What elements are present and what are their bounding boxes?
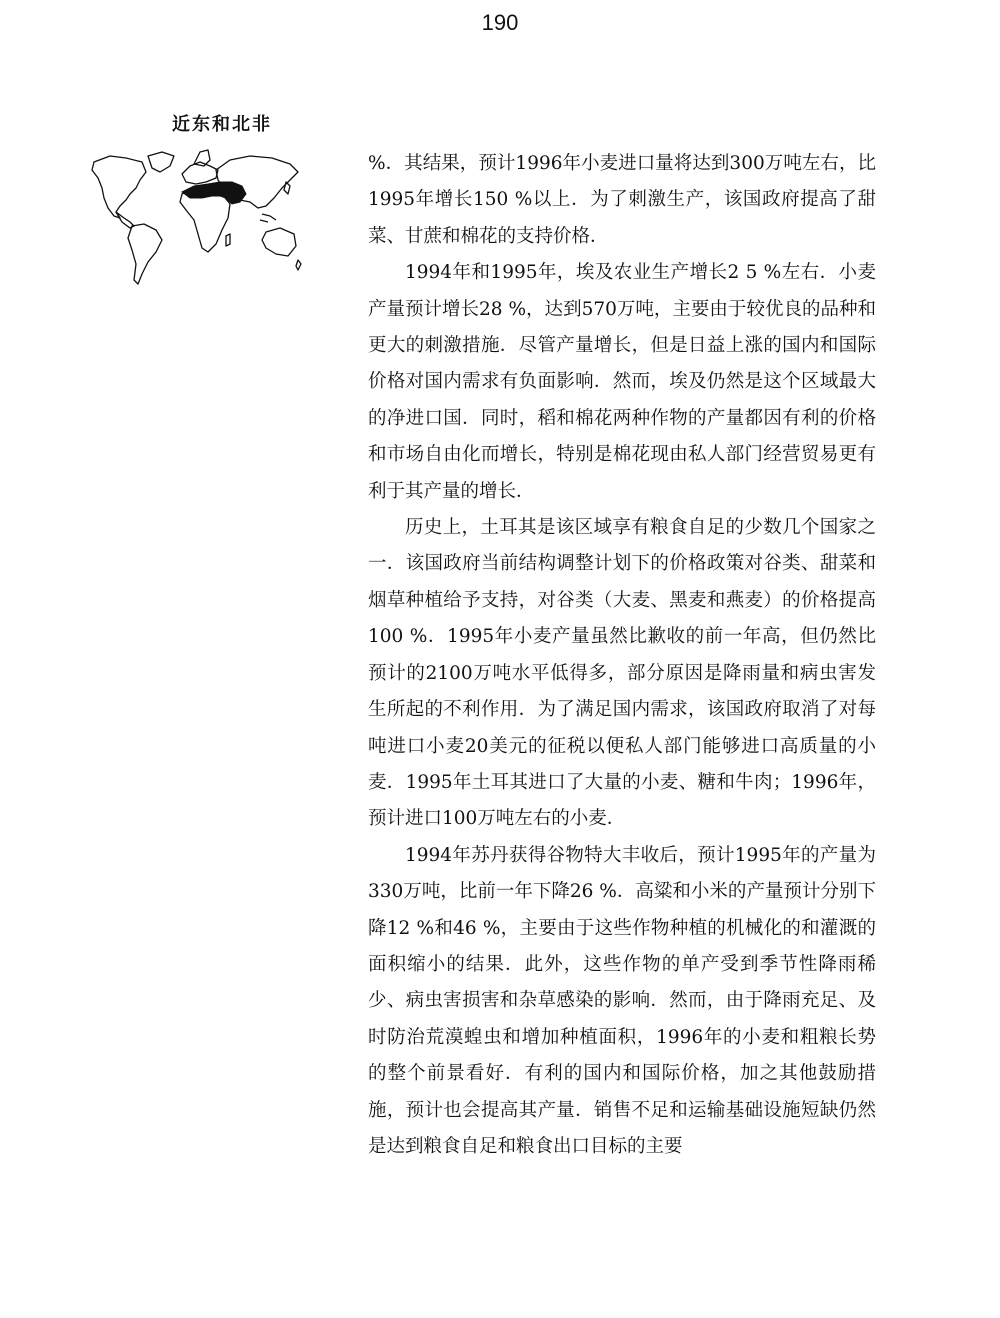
south-america-outline xyxy=(128,224,162,284)
japan-outline xyxy=(284,182,290,194)
body-text xyxy=(368,146,876,1165)
world-map-icon xyxy=(90,148,302,288)
greenland-outline xyxy=(148,152,174,172)
australia-outline xyxy=(262,228,296,256)
madagascar-outline xyxy=(226,234,230,246)
new-zealand-outline xyxy=(296,260,301,270)
paragraph: %．其结果，预计1996年小麦进口量将达到300万吨左右，比1995年增长150 %以上．为了刺激生产，该国政府提高了甜菜、甘蔗和棉花的支持价格． xyxy=(368,153,876,247)
se-asia-islands-outline xyxy=(260,214,276,222)
paragraph: 1994年和1995年，埃及农业生产增长2 5 %左右．小麦产量预计增长28 %，达到570万吨，主要由于较优良的品种和更大的刺激措施．尽管产量增长，但是日益上涨的国内和国际价格对国内需求有负面影响．然而，埃及仍然是这个区域最大的净进口国．同时，稻和棉花两种作物的产量都因有利的价格和市场自由化而增长，特别是棉花现由私人部门经营贸易更有利于其产量的增长． xyxy=(368,262,876,502)
section-title: 近东和北非 xyxy=(172,114,272,135)
central-america-outline xyxy=(116,212,134,228)
paragraph: 历史上，土耳其是该区域享有粮食自足的少数几个国家之一．该国政府当前结构调整计划下的价格政策对谷类、甜菜和烟草种植给予支持，对谷类（大麦、黑麦和燕麦）的价格提高100 %．1995年小麦产量虽然比歉收的前一年高，但仍然比预计的2100万吨水平低得多，部分原因是降雨量和病虫害发生所起的不利作用．为了满足国内需求，该国政府取消了对每吨进口小麦20美元的征税以便私人部门能够进口高质量的小麦．1995年土耳其进口了大量的小麦、糖和牛肉；1996年，预计进口100万吨左右的小麦． xyxy=(368,517,876,830)
north-america-outline xyxy=(92,156,146,218)
page-number: 190 xyxy=(481,10,519,35)
paragraph: 1994年苏丹获得谷物特大丰收后，预计1995年的产量为330万吨，比前一年下降26 %．高粱和小米的产量预计分别下降12 %和46 %，主要由于这些作物种植的机械化的和灌溉的面积缩小的结果．此外，这些作物的单产受到季节性降雨稀少、病虫害损害和杂草感染的影响．然而，由于降雨充足、及时防治荒漠蝗虫和增加种植面积，1996年的小麦和粗粮长势的整个前景看好．有利的国内和国际价格，加之其他鼓励措施，预计也会提高其产量．销售不足和运输基础设施短缺仍然是达到粮食自足和粮食出口目标的主要 xyxy=(368,844,876,1157)
near-east-north-africa-region xyxy=(182,182,246,204)
